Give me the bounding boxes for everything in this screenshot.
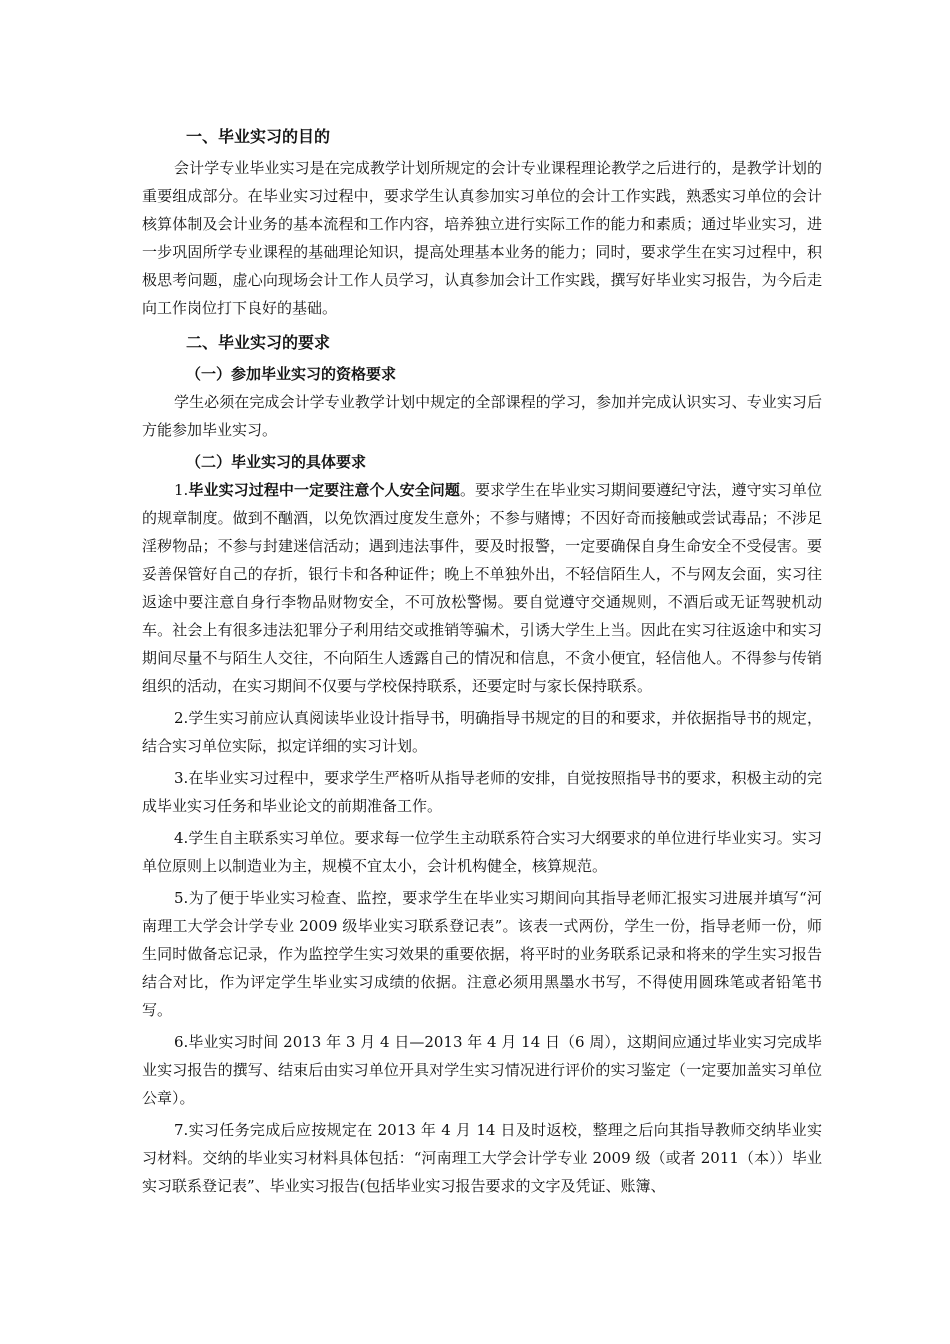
section-2-title: 二、毕业实习的要求 bbox=[186, 333, 331, 352]
subsection-1-title: （一）参加毕业实习的资格要求 bbox=[186, 365, 397, 383]
item-1-text: 。要求学生在毕业实习期间要遵纪守法，遵守实习单位的规章制度。做到不酗酒，以免饮酒过度发生意外；不参与赌博；不因好奇而接触或尝试毒品；不涉足淫秽物品；不参与封建迷信活动；遇到违法事件，要及时报警，一定要确保自身生命安全不受侵害。要妥善保管好自己的存折，银行卡和各种证件；晚上不单独外出，不轻信陌生人，不与网友会面，实习往返途中要注意自身行李物品财物安全，不可放松警惕。要自觉遵守交通规则，不酒后或无证驾驶机动车。社会上有很多违法犯罪分子利用结交或推销等骗术，引诱大学生上当。因此在实习往返途中和实习期间尽量不与陌生人交往，不向陌生人透露自己的情况和信息，不贪小便宜，轻信他人。不得参与传销组织的活动，在实习期间不仅要与学校保持联系，还要定时与家长保持联系。 bbox=[142, 481, 822, 695]
requirement-item-1 bbox=[142, 476, 822, 700]
section-1-paragraph: 会计学专业毕业实习是在完成教学计划所规定的会计专业课程理论教学之后进行的，是教学计划的重要组成部分。在毕业实习过程中，要求学生认真参加实习单位的会计工作实践，熟悉实习单位的会计核算体制及会计业务的基本流程和工作内容，培养独立进行实际工作的能力和素质；通过毕业实习，进一步巩固所学专业课程的基础理论知识，提高处理基本业务的能力；同时，要求学生在实习过程中，积极思考问题，虚心向现场会计工作人员学习，认真参加会计工作实践，撰写好毕业实习报告，为今后走向工作岗位打下良好的基础。 bbox=[142, 159, 822, 317]
requirement-item-3: 3.在毕业实习过程中，要求学生严格听从指导老师的安排，自觉按照指导书的要求，积极主动的完成毕业实习任务和毕业论文的前期准备工作。 bbox=[142, 769, 822, 815]
requirement-item-2: 2.学生实习前应认真阅读毕业设计指导书，明确指导书规定的目的和要求，并依据指导书的规定，结合实习单位实际，拟定详细的实习计划。 bbox=[142, 709, 822, 755]
item-1-bold-heading: 毕业实习过程中一定要注意个人安全问题 bbox=[188, 481, 460, 499]
subsection-1-paragraph: 学生必须在完成会计学专业教学计划中规定的全部课程的学习，参加并完成认识实习、专业实习后方能参加毕业实习。 bbox=[142, 393, 822, 439]
requirement-item-6: 6.毕业实习时间 2013 年 3 月 4 日—2013 年 4 月 14 日（6 周），这期间应通过毕业实习完成毕业实习报告的撰写、结束后由实习单位开具对学生实习情况进行评价的实习鉴定（一定要加盖实习单位公章）。 bbox=[142, 1033, 822, 1107]
item-1-number: 1. bbox=[174, 481, 189, 499]
requirement-item-4: 4.学生自主联系实习单位。要求每一位学生主动联系符合实习大纲要求的单位进行毕业实习。实习单位原则上以制造业为主，规模不宜太小，会计机构健全，核算规范。 bbox=[142, 829, 822, 875]
requirement-item-5: 5.为了便于毕业实习检查、监控，要求学生在毕业实习期间向其指导老师汇报实习进展并填写“河南理工大学会计学专业 2009 级毕业实习联系登记表”。该表一式两份，学生一份，指导老师一份，师生同时做备忘记录，作为监控学生实习效果的重要依据，将平时的业务联系记录和将来的学生实习报告结合对比，作为评定学生毕业实习成绩的依据。注意必须用黑墨水书写，不得使用圆珠笔或者铅笔书写。 bbox=[142, 889, 822, 1019]
document-body bbox=[142, 122, 822, 1204]
subsection-2-title: （二）毕业实习的具体要求 bbox=[186, 453, 367, 471]
section-1-title: 一、毕业实习的目的 bbox=[186, 127, 331, 146]
requirement-item-7: 7.实习任务完成后应按规定在 2013 年 4 月 14 日及时返校，整理之后向其指导教师交纳毕业实习材料。交纳的毕业实习材料具体包括：“河南理工大学会计学专业 2009 级（或者 2011（本））毕业实习联系登记表”、毕业实习报告(包括毕业实习报告要求的文字及凭证、账簿、 bbox=[142, 1121, 822, 1195]
